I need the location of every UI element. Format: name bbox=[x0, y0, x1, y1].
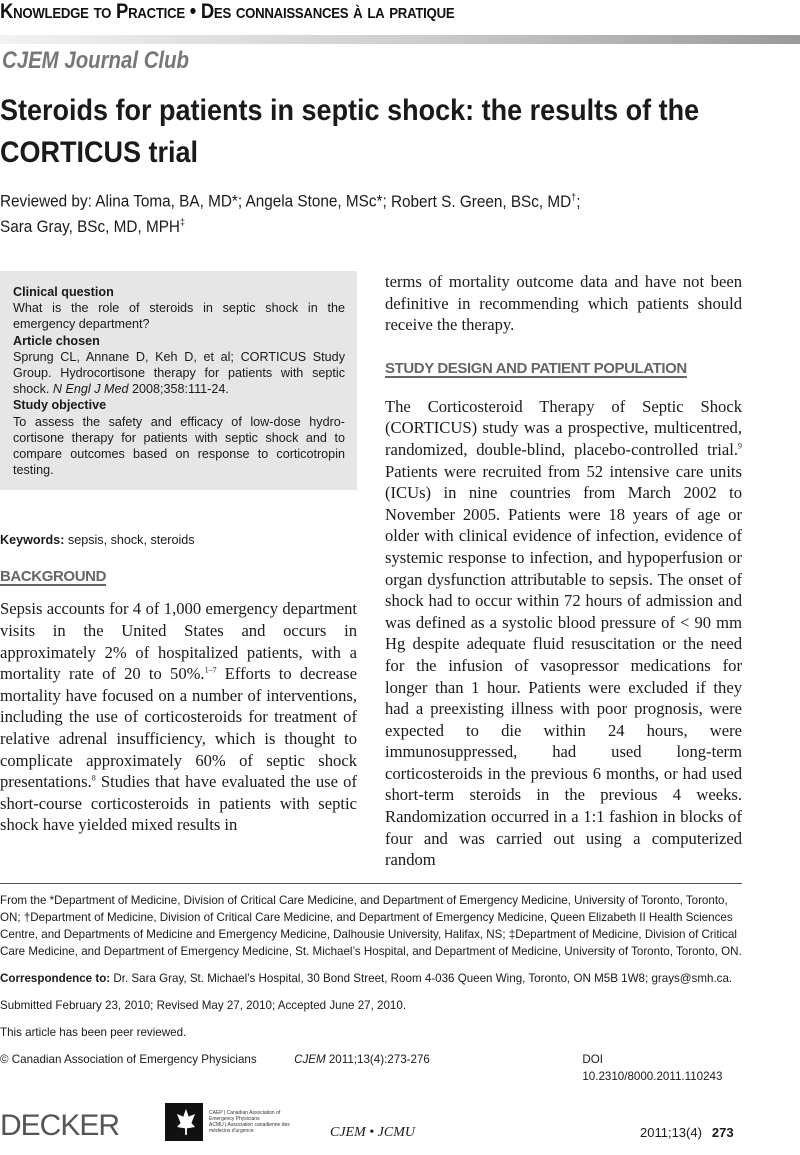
continued-paragraph: terms of mortality outcome data and have not been definitive in recommending which patients should receive the therapy. bbox=[385, 272, 742, 335]
author: Angela Stone, MSc*; bbox=[245, 191, 391, 211]
doi: DOI 10.2310/8000.2011.110243 bbox=[582, 1052, 723, 1083]
journal-citation: CJEM 2011;13(4):273-276 bbox=[294, 1052, 430, 1066]
author: Alina Toma, BA, MD*; bbox=[95, 191, 246, 211]
copyright: © Canadian Association of Emergency Physicians bbox=[0, 1052, 257, 1066]
authors bbox=[0, 187, 774, 238]
article-title-text: Steroids for patients in septic shock: the results of the CORTICUS trial bbox=[0, 94, 700, 169]
study-objective-heading: Study objective bbox=[13, 398, 107, 413]
author: Sara Gray, BSc, MD, MPH‡ bbox=[0, 217, 185, 237]
study-objective-text: To assess the safety and efficacy of low-dose hydrocortisone therapy for patients with septic shock and to compare outcomes based on response to corticotropin testing. bbox=[13, 414, 345, 478]
header-gradient-bar bbox=[0, 35, 800, 44]
article-title bbox=[0, 90, 756, 174]
affiliations: From the *Department of Medicine, Division of Critical Care Medicine, and Department of Emergency Medicine, University of Toronto, Toronto, ON; †Department of Medicine, Division of Critical Care Medicine, and Department of Emergency Medicine, Queen Elizabeth II Health Sciences Centre, and Departments of Medicine and Emergency Medicine, Dalhousie University, Halifax, NS; ‡Department of Medicine, Division of Critical Care Medicine, and Department of Emergency Medicine, St. Michael’s Hospital, and Department of Medicine, University of Toronto, Toronto, ON. bbox=[0, 893, 742, 958]
article-chosen-text: Sprung CL, Annane D, Keh D, et al; CORTICUS Study Group. Hydrocortisone therapy for patients with septic shock. N Engl J Med 2008;358:111-24. bbox=[13, 349, 345, 397]
background-paragraph: Sepsis accounts for 4 of 1,000 emergency department visits in the United States and occurs in approximately 2% of hospitalized patients, with a mortality rate of 20 to 50%.$^{1-7}$ Efforts to decrease mortality have focused on a number of interventions, including the use of corticosteroids for treatment of relative adrenal insufficiency, which is thought to complicate approximately 60% of septic shock presentations.$^8$ Studies that have evaluated the use of short-course corticosteroids in patients with septic shock have yielded mixed results in bbox=[0, 599, 357, 835]
journal-name: CJEM • JCMU bbox=[330, 1124, 415, 1140]
caep-logo: CAEP | Canadian Association of Emergency Physicians ACMU | Association canadienne des médecins d'urgence bbox=[165, 1103, 299, 1141]
decker-logo: DECKER bbox=[0, 1108, 120, 1142]
study-design-heading: STUDY DESIGN AND PATIENT POPULATION bbox=[385, 359, 687, 377]
left-column bbox=[0, 271, 357, 836]
peer-review-note: This article has been peer reviewed. bbox=[0, 1025, 187, 1039]
section-label: CJEM Journal Club bbox=[2, 47, 190, 74]
clinical-question-text: What is the role of steroids in septic shock in the emergency department? bbox=[13, 301, 345, 332]
article-chosen-heading: Article chosen bbox=[13, 333, 100, 348]
keywords: Keywords: sepsis, shock, steroids bbox=[0, 533, 195, 548]
author: Robert S. Green, BSc, MD†; bbox=[390, 191, 581, 211]
right-column bbox=[385, 271, 742, 871]
background-heading: BACKGROUND bbox=[0, 568, 106, 586]
issue-page: 2011;13(4) 273 bbox=[640, 1124, 734, 1140]
submission-dates: Submitted February 23, 2010; Revised May 27, 2010; Accepted June 27, 2010. bbox=[0, 998, 407, 1012]
two-column-body bbox=[0, 271, 742, 871]
running-head: Knowledge to Practice • Des connaissances à la pratique bbox=[0, 0, 455, 23]
article-body bbox=[0, 271, 742, 1155]
footnotes bbox=[0, 883, 742, 1085]
clinical-question-heading: Clinical question bbox=[13, 285, 114, 299]
summary-box bbox=[0, 271, 357, 490]
authors-prefix: Reviewed by: bbox=[0, 191, 96, 211]
study-design-paragraph: The Corticosteroid Therapy of Septic Shock (CORTICUS) study was a prospective, multicentred, randomized, double-blind, placebo-controlled trial.$^9$ Patients were recruited from 52 intensive care units (ICUs) in nine countries from March 2002 to November 2005. Patients were 18 years of age or older with clinical evidence of infection, evidence of systemic response to infection, and hypoperfusion or organ dysfunction attributable to sepsis. The onset of shock had to occur within 72 hours of admission and was defined as a systolic blood pressure of < 90 mm Hg despite adequate fluid resuscitation or the need for the infusion of vasopressor medications for longer than 1 hour. Patients were excluded if they had a preexisting illness with poor prognosis, were expected to die within 24 hours, were immunosuppressed, had used long-term corticosteroids in the previous 6 months, or had used short-term steroids in the previous 4 weeks. Randomization occurred in a 1:1 fashion in blocks of four and was carried out using a computerized random bbox=[385, 396, 742, 870]
citation-row bbox=[0, 1051, 742, 1085]
page-number: 273 bbox=[711, 1124, 734, 1140]
maple-leaf-icon bbox=[165, 1103, 203, 1141]
page-footer bbox=[0, 1103, 742, 1155]
correspondence: Correspondence to: Dr. Sara Gray, St. Michael’s Hospital, 30 Bond Street, Room 4-036 Queen Wing, Toronto, ON M5B 1W8; grays@smh.ca. bbox=[0, 971, 733, 985]
